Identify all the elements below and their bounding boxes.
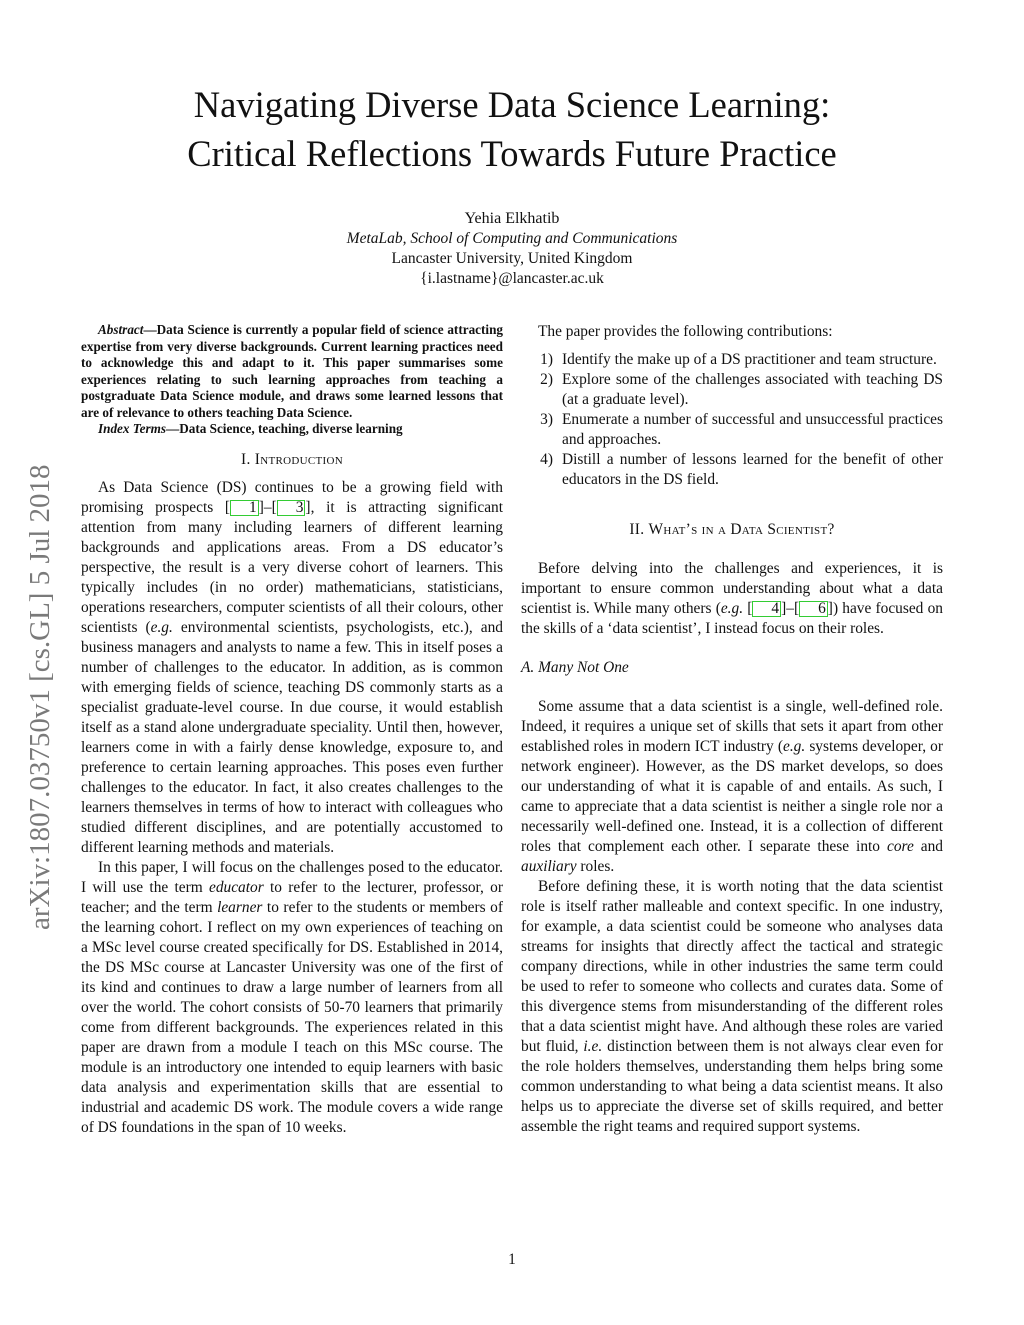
text-run: ) have focused on the skills of a ‘data scientist’, I instead focus on their roles. xyxy=(521,600,943,637)
citation-link[interactable]: 3 xyxy=(277,500,306,516)
abstract xyxy=(81,322,503,421)
list-item xyxy=(521,410,943,450)
text-run: core xyxy=(887,838,914,855)
author-affiliation: MetaLab, School of Computing and Communications xyxy=(346,230,678,247)
text-run: systems developer, or network engineer). However, as the DS market develops, so does our understanding of what it is capable of and entails. As such, I came to appreciate that a data scientist is neither a single role nor a necessarily well-defined one. Instead, it is a collection of different roles that complement each other. I separate these into xyxy=(521,738,943,855)
author-email: {i.lastname}@lancaster.ac.uk xyxy=(420,270,604,287)
contributions-intro: The paper provides the following contributions: xyxy=(538,323,833,340)
text-run: and xyxy=(913,838,944,855)
text-run: e.g. xyxy=(150,618,173,636)
list-text: Explore some of the challenges associated with teaching DS (at a graduate level). xyxy=(562,371,943,408)
text-run: – xyxy=(263,498,272,516)
text-run: distinction between them is not always clear even for the role holders themselves, understanding them helps bring some common understanding to what being a data scientist means. It also helps us to appreciate the diverse set of skills required, and better assemble the right teams and required support systems. xyxy=(521,1038,943,1135)
text-run: i.e. xyxy=(583,1038,603,1055)
text-run: In this paper, I will focus on the challenges posed to the educator. I will use the term xyxy=(81,858,503,896)
intro-paragraph-2 xyxy=(81,858,503,1138)
text-run: roles. xyxy=(576,858,615,875)
index-terms-label: Index Terms xyxy=(98,421,167,436)
text-run: to refer to the lecturer, professor, or teacher; and the term xyxy=(81,878,504,916)
text-run: to refer to the students or members of the learning cohort. I reflect on my own experiences of teaching on a MSc level course created specifically for DS. Established in 2014, the DS MSc course at Lancaster University was one of the first of its kind and continues to draw a large number of learners from all over the world. The cohort consists of 50-70 learners that primarily come from different backgrounds. The experiences related in this paper are drawn from a module I teach on this MSc course. The module is an introductory one intended to equip learners with basic data analysis and experimentation skills that are essential to industrial and academic DS work. The module covers a wide range of DS foundations in the span of 10 weeks. xyxy=(81,898,503,1136)
list-item xyxy=(521,350,943,370)
page-number: 1 xyxy=(508,1251,516,1268)
title-line-2: Critical Reflections Towards Future Practice xyxy=(187,133,837,174)
list-text: Identify the make up of a DS practitioner and team structure. xyxy=(562,351,937,368)
list-item xyxy=(521,450,943,490)
subsection-paragraph-1 xyxy=(521,697,943,877)
text-run: e.g. xyxy=(720,600,744,617)
subsection-label: A. xyxy=(521,659,535,676)
section-number: II. xyxy=(629,521,645,538)
list-text: Enumerate a number of successful and unsuccessful practices and approaches. xyxy=(562,411,943,448)
left-column xyxy=(81,322,503,1138)
text-run: Before defining these, it is worth noting that the data scientist role is itself rather malleable and context specific. In one industry, for example, a data scientist could be someone who analyses data streams for insights that directly affect the tactical and strategic company directions, while in other industries the same term could be used to refer to someone who collects and curates data. Some of this divergence stems from misunderstanding of the different roles that a data scientist might have. And although these roles are varied but fluid, xyxy=(521,878,943,1055)
list-number: 4) xyxy=(540,451,553,468)
section-number: I. xyxy=(241,450,251,468)
text-run xyxy=(743,600,747,617)
list-number: 1) xyxy=(540,351,553,368)
section-title: Introduction xyxy=(254,450,343,468)
abstract-label: Abstract xyxy=(98,322,144,337)
citation-link[interactable]: 1 xyxy=(230,500,259,516)
section-heading-introduction xyxy=(81,450,503,470)
text-run: environmental scientists, psychologists, etc.), and business managers and analysts to name a few. This in itself poses a number of challenges to the educator. In addition, as is common with emerging fields of science, teaching DS commonly starts as a specialist graduate-level course. In due course, it would establish itself as a stand alone undergraduate speciality. Until then, however, learners come in with a fairly dense knowledge, exposure to, and preference to certain learning approaches. This poses even further challenges to the educator. In fact, it also creates challenges to the learners themselves in terms of how to interact with colleagues who studied different disciplines, and are potentially accustomed to different learning methods and materials. xyxy=(81,618,503,856)
text-run: Some assume that a data scientist is a single, well-defined role. Indeed, it requires a unique set of skills that sets it apart from other established roles in modern ICT industry ( xyxy=(521,698,943,755)
abstract-text: —Data Science is currently a popular field of science attracting expertise from very diverse backgrounds. Current learning practices need to acknowledge this and adapt to it. This paper summarises some experiences relating to such learning approaches from teaching a postgraduate Data Science module, and draws some learned lessons that are of relevance to others teaching Data Science. xyxy=(81,322,503,420)
text-run: e.g. xyxy=(782,738,806,755)
text-run: educator xyxy=(209,878,264,896)
list-number: 3) xyxy=(540,411,553,428)
author-university: Lancaster University, United Kingdom xyxy=(391,250,633,267)
index-terms xyxy=(81,421,503,438)
subsection-title: Many Not One xyxy=(538,659,629,676)
text-run: , it is attracting significant attention from many including learners of different learning backgrounds and applications areas. From a DS educator’s perspective, the result is a very diverse cohort of learners. This typically includes (in no order) mathematicians, statisticians, operations researchers, computer scientists of all their colours, other scientists ( xyxy=(81,498,503,636)
text-run: Before delving into the challenges and experiences, it is important to ensure common understanding about what a data scientist is. While many others ( xyxy=(521,560,943,617)
section-heading-data-scientist xyxy=(521,520,943,540)
index-terms-text: —Data Science, teaching, diverse learning xyxy=(166,421,403,436)
right-column xyxy=(521,322,943,1137)
text-run: – xyxy=(786,600,794,617)
author-name: Yehia Elkhatib xyxy=(464,210,560,227)
text-run: auxiliary xyxy=(521,858,577,875)
paper-header xyxy=(0,80,1024,289)
section2-paragraph-1: Before delving into the challenges and experiences, it is important to ensure common understanding about what a data scientist is. While many others (e.g. [ 4 ]–[ 6 ]) have focused on the skills of a ‘data scientist’, I instead focus on their roles. xyxy=(521,560,943,637)
subsection-heading xyxy=(521,658,943,678)
intro-paragraph-1: As Data Science (DS) continues to be a growing field with promising prospects [ 1 ]–[ 3 ], it is attracting significant attention from many including learners of different learning backgrounds and applications areas. From a DS educator’s perspective, the result is a very diverse cohort of learners. This typically includes (in no order) mathematicians, statisticians, operations researchers, computer scientists of all their colours, other scientists (e.g. environmental scientists, psychologists, etc.), and business managers and analysts to name a few. This in itself poses a number of challenges to the educator. In addition, as is common with emerging fields of science, teaching DS commonly starts as a specialist graduate-level course. In due course, it would establish itself as a stand alone undergraduate speciality. Until then, however, learners come in with a fairly dense knowledge, exposure to, and preference to certain learning approaches. This poses even further challenges to the educator. In fact, it also creates challenges to the learners themselves in terms of how to interact with colleagues who studied different disciplines, and are potentially accustomed to different learning methods and materials. xyxy=(81,478,503,856)
citation-link[interactable]: 4 xyxy=(752,601,781,617)
list-number: 2) xyxy=(540,371,553,388)
contributions-list xyxy=(521,350,943,490)
text-run: As Data Science (DS) continues to be a growing field with promising prospects xyxy=(81,478,503,516)
section-title: What’s in a Data Scientist? xyxy=(648,521,835,538)
list-text: Distill a number of lessons learned for the benefit of other educators in the DS field. xyxy=(562,451,943,488)
text-run: learner xyxy=(217,898,263,916)
subsection-paragraph-2 xyxy=(521,877,943,1137)
arxiv-identifier: arXiv:1807.03750v1 [cs.GL] 5 Jul 2018 xyxy=(24,464,56,930)
title-line-1: Navigating Diverse Data Science Learning: xyxy=(193,84,831,125)
paper-title xyxy=(0,80,1024,178)
citation-link[interactable]: 6 xyxy=(799,601,828,617)
list-item xyxy=(521,370,943,410)
